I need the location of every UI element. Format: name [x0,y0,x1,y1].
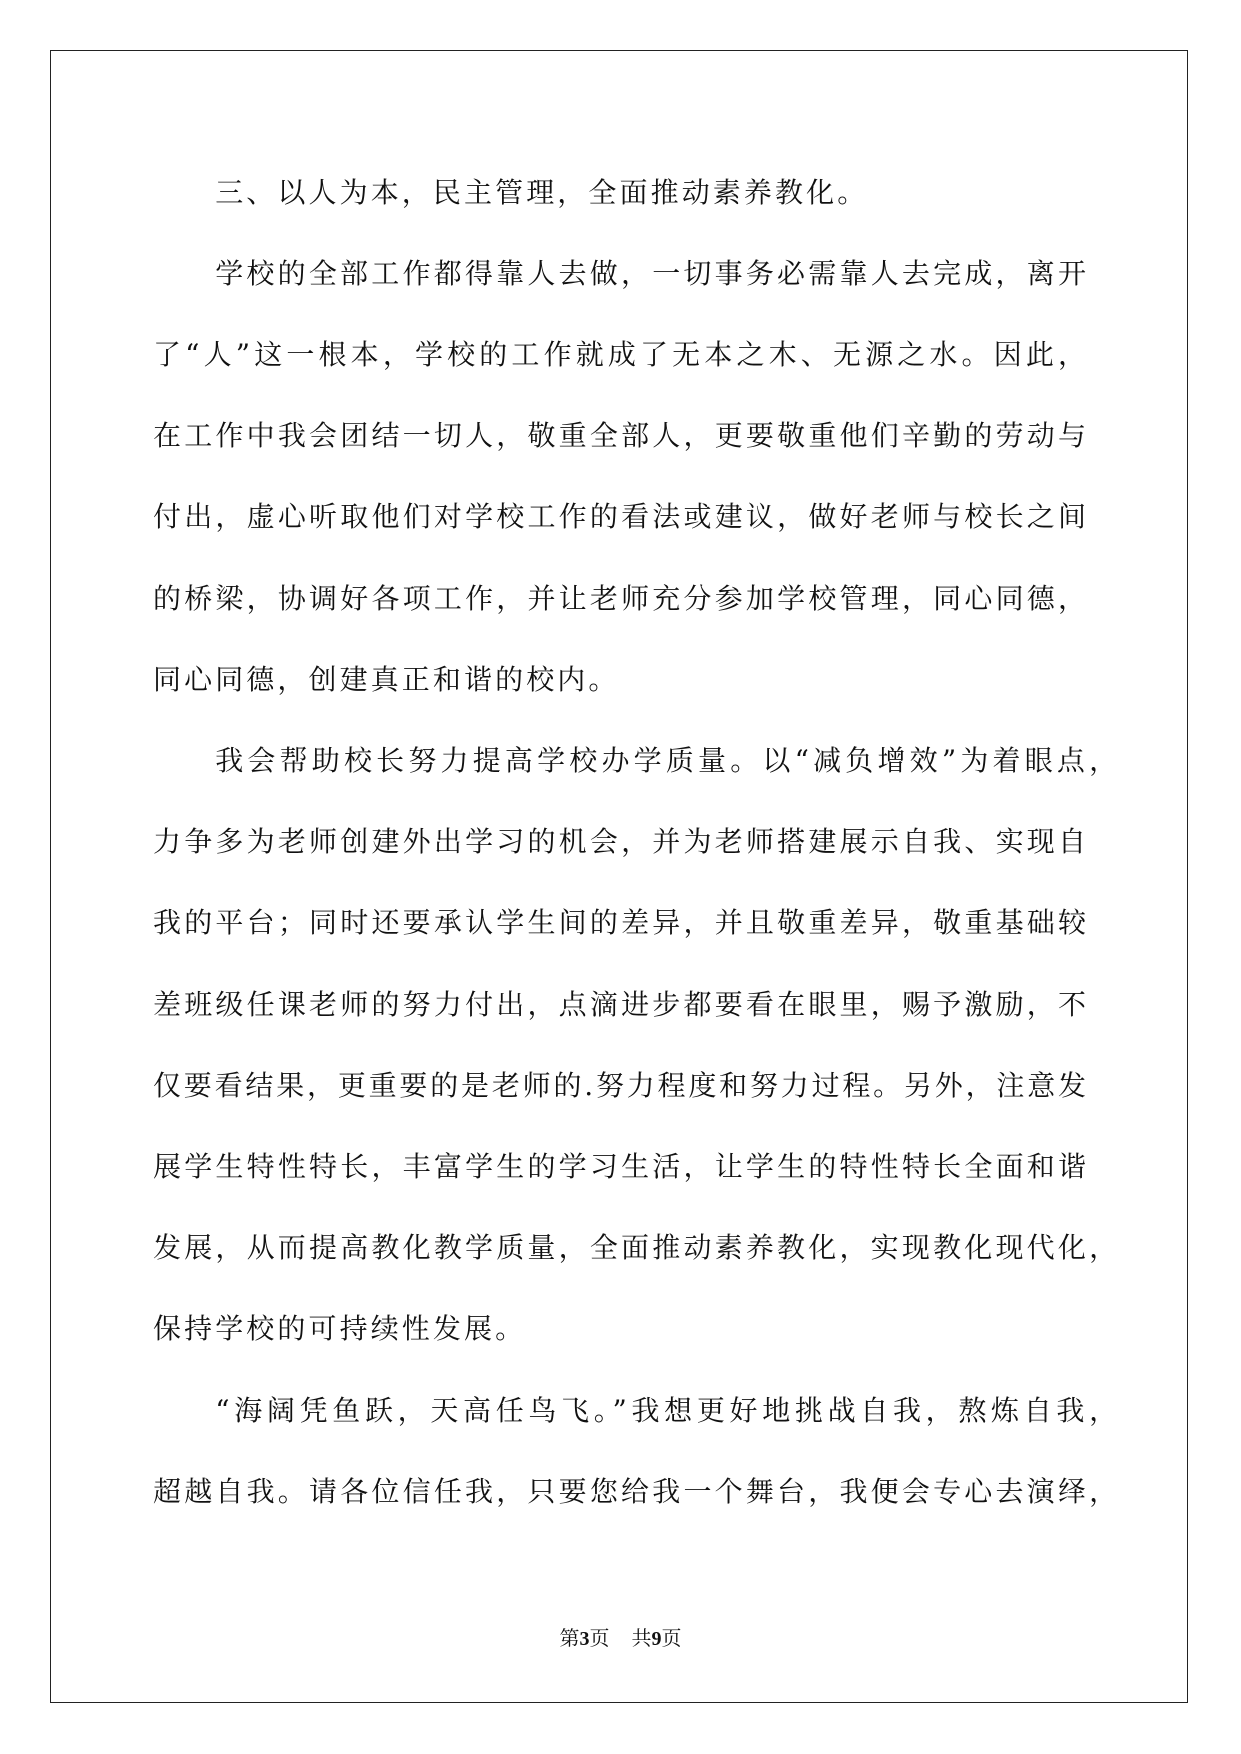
text-line: 我会帮助校长努力提高学校办学质量。以“减负增效”为着眼点， [215,744,1118,777]
document-body [153,152,1143,1532]
current-page-number: 3 [579,1628,590,1650]
text-line: 了“人”这一根本，学校的工作就成了无本之木、无源之水。因此， [153,338,1086,372]
text-line: 付出，虚心听取他们对学校工作的看法或建议，做好老师与校长之间 [153,500,1086,534]
text-line: 在工作中我会团结一切人，敬重全部人，更要敬重他们辛勤的劳动与 [153,419,1086,453]
text-line: “海阔凭鱼跃，天高任鸟飞。”我想更好地挑战自我，熬炼自我， [215,1393,1118,1427]
current-page-suffix: 页 [589,1626,610,1650]
text-line: 同心同德，创建真正和谐的校内。 [153,662,620,696]
paragraph [153,720,1143,1370]
current-page-prefix: 第 [559,1626,580,1650]
total-pages-indicator [632,1626,682,1650]
paragraph [153,1370,1143,1532]
text-line: 力争多为老师创建外出学习的机会，并为老师搭建展示自我、实现自 [153,825,1086,859]
text-line: 的桥梁，协调好各项工作，并让老师充分参加学校管理，同心同德， [153,581,1086,615]
paragraph [153,152,1143,233]
text-line: 学校的全部工作都得靠人去做，一切事务必需靠人去完成，离开 [215,256,1086,290]
text-line: 展学生特性特长，丰富学生的学习生活，让学生的特性特长全面和谐 [153,1149,1086,1183]
text-line: 发展，从而提高教化教学质量，全面推动素养教化，实现教化现代化， [153,1231,1118,1265]
text-line: 保持学校的可持续性发展。 [153,1312,527,1346]
total-pages-number: 9 [651,1628,662,1650]
text-line: 差班级任课老师的努力付出，点滴进步都要看在眼里，赐予激励，不 [153,987,1086,1021]
text-line: 超越自我。请各位信任我，只要您给我一个舞台，我便会专心去演绎， [153,1474,1118,1508]
paragraph [153,233,1143,720]
text-line: 我的平台；同时还要承认学生间的差异，并且敬重差异，敬重基础较 [153,906,1086,940]
page-footer [0,1624,1241,1653]
text-line: 三、以人为本，民主管理，全面推动素养教化。 [215,175,869,209]
current-page-indicator [560,1626,610,1650]
text-line: 仅要看结果，更重要的是老师的.努力程度和努力过程。另外，注意发 [153,1068,1086,1102]
total-pages-suffix: 页 [661,1626,682,1650]
total-pages-prefix: 共 [631,1626,652,1650]
